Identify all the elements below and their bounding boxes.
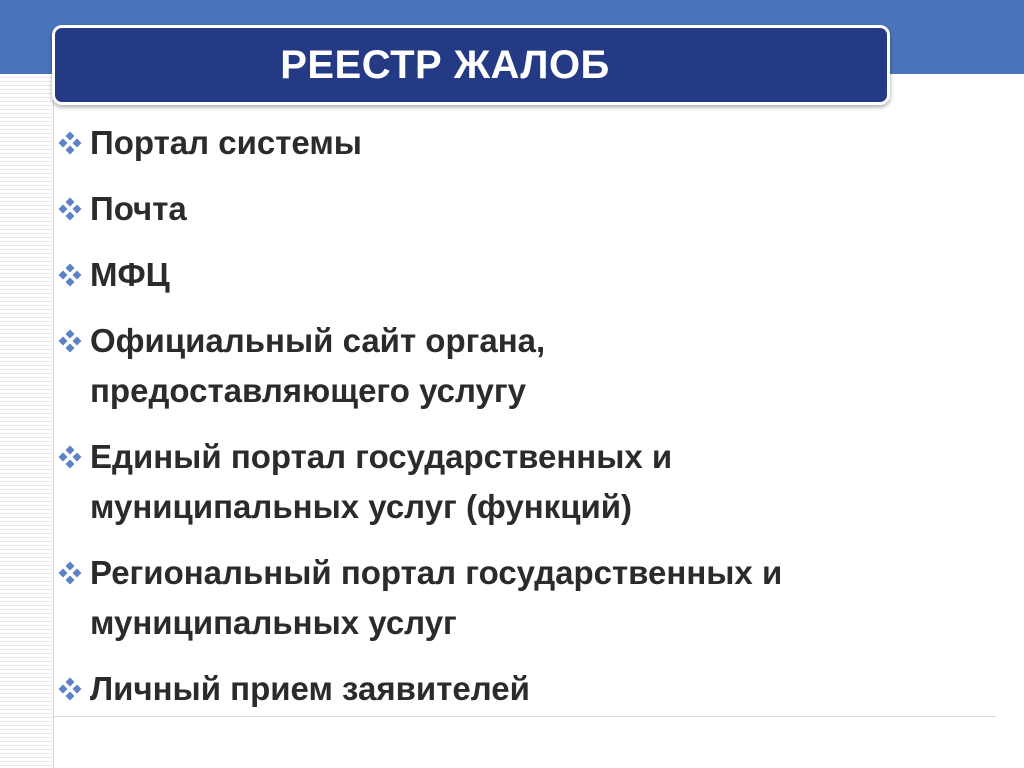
- list-item: [58, 184, 988, 234]
- list-item-text: [90, 548, 782, 648]
- page-title: РЕЕСТР ЖАЛОБ: [280, 42, 610, 87]
- list-item-line: муниципальных услуг: [90, 604, 457, 641]
- diamond-cluster-icon: [58, 548, 90, 598]
- list-item-line: Официальный сайт органа,: [90, 322, 546, 359]
- left-decorative-stripes: [0, 74, 54, 768]
- diamond-cluster-icon: [58, 316, 90, 366]
- list-item: [58, 664, 988, 714]
- list-item-text: [90, 184, 187, 234]
- list-item-text: [90, 664, 530, 714]
- list-item: [58, 432, 988, 532]
- title-box: [52, 25, 890, 105]
- list-item-line: Почта: [90, 190, 187, 227]
- diamond-cluster-icon: [58, 664, 90, 714]
- list-item-line: Личный прием заявителей: [90, 670, 530, 707]
- list-item-text: [90, 250, 170, 300]
- bottom-divider: [54, 716, 996, 717]
- list-item-line: Портал системы: [90, 124, 362, 161]
- list-item-text: [90, 118, 362, 168]
- list-item-line: МФЦ: [90, 256, 170, 293]
- list-item-line: Региональный портал государственных и: [90, 554, 783, 591]
- list-item: [58, 316, 988, 416]
- diamond-cluster-icon: [58, 184, 90, 234]
- list-item: [58, 118, 988, 168]
- list-item: [58, 548, 988, 648]
- list-item-text: [90, 432, 672, 532]
- diamond-cluster-icon: [58, 250, 90, 300]
- list-item-line: Единый портал государственных и: [90, 438, 673, 475]
- diamond-cluster-icon: [58, 118, 90, 168]
- list-item-text: [90, 316, 545, 416]
- list-item-line: муниципальных услуг (функций): [90, 488, 633, 525]
- list-item-line: предоставляющего услугу: [90, 372, 526, 409]
- diamond-cluster-icon: [58, 432, 90, 482]
- bullet-list: [58, 118, 988, 730]
- list-item: [58, 250, 988, 300]
